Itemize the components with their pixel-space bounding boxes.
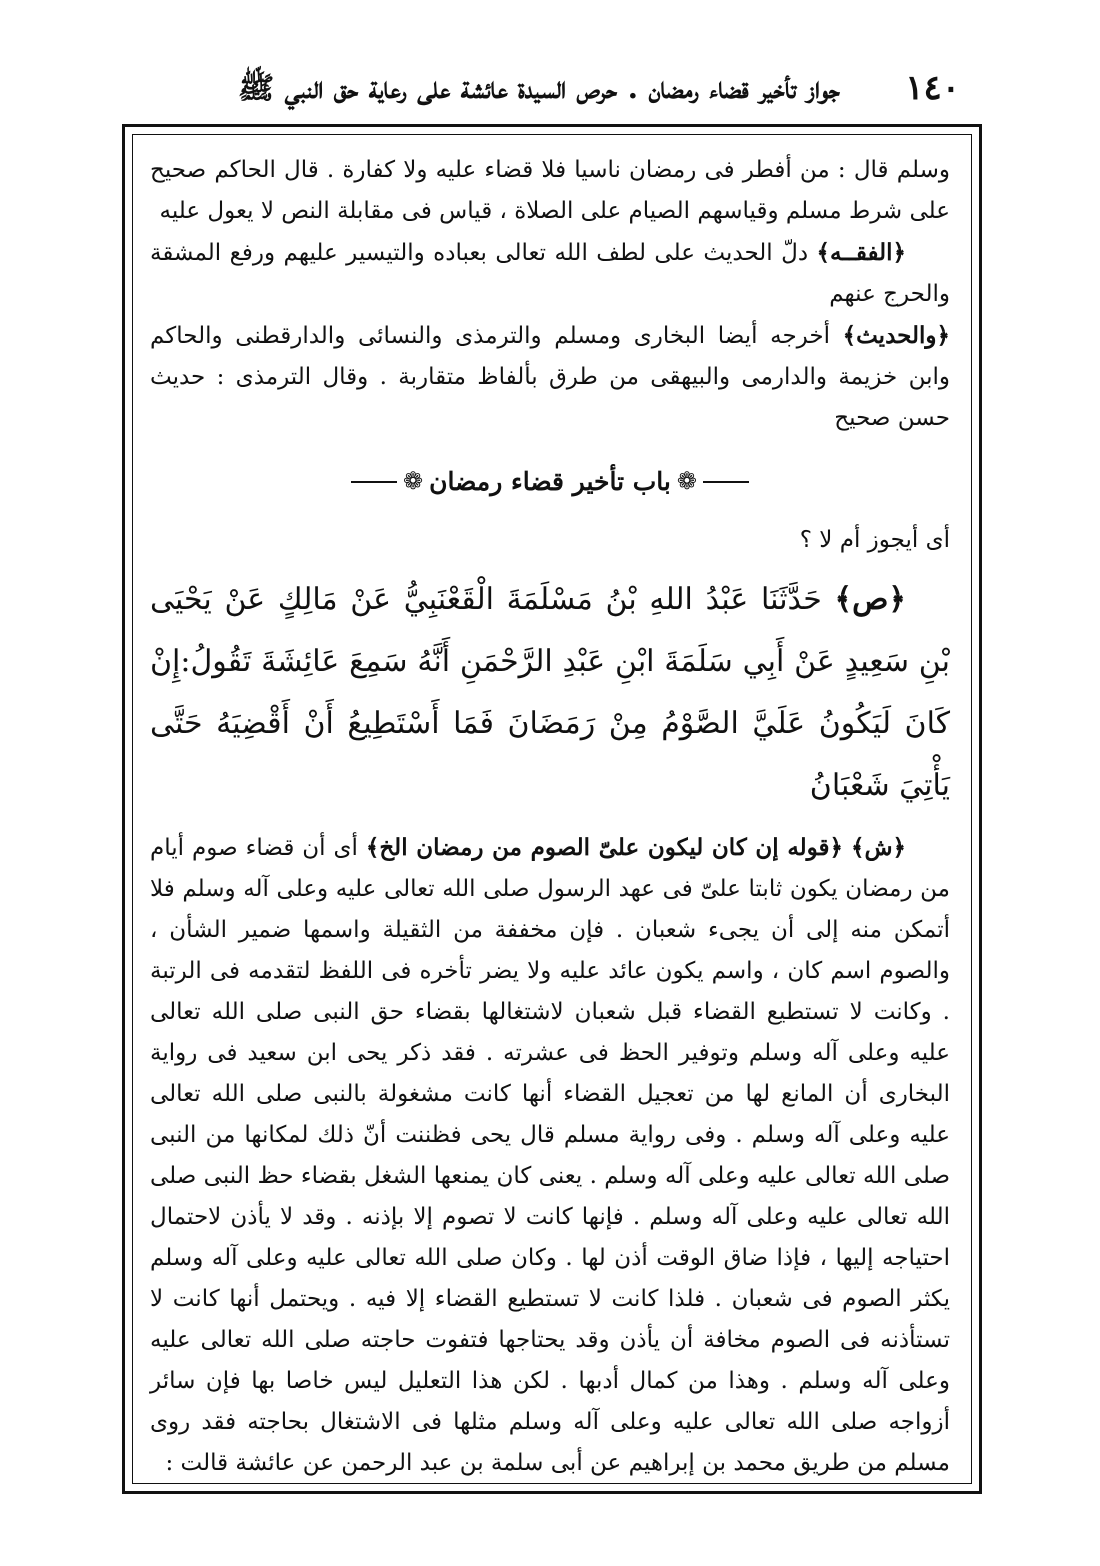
page-content	[150, 150, 950, 1484]
heading-rule-left	[351, 481, 397, 483]
chapter-question: أى أيجوز أم لا ؟	[799, 527, 950, 553]
hadith-label: ﴿ص﴾	[834, 582, 906, 617]
running-title: جواز تأخير قضاء رمضان . حرص السيدة عائشة على رعاية حق النبي ﷺ	[237, 71, 840, 106]
chapter-title: باب تأخير قضاء رمضان	[429, 467, 671, 496]
fiqh-label: ﴿الفقــه﴾	[816, 239, 906, 266]
heading-rule-right	[703, 481, 749, 483]
fiqh-text: دلّ الحديث على لطف الله تعالى بعباده والتيسير عليهم ورفع المشقة والحرج عنهم	[150, 240, 950, 307]
sharh-quote: ﴿قوله إن كان ليكون علىّ الصوم من رمضان الخ﴾	[365, 834, 844, 861]
page-header	[150, 62, 960, 122]
sharh-text: أى أن قضاء صوم أيام من رمضان يكون ثابتا علىّ فى عهد الرسول صلى الله تعالى عليه وعلى آله وسلم فلا أتمكن منه إلى أن يجىء شعبان . فإن مخففة من الثقيلة واسمها ضمير الشأن ، والصوم اسم كان ، واسم يكون عائد عليه ولا يضر تأخره فى اللفظ لتقدمه فى الرتبة . وكانت لا تستطيع القضاء قبل شعبان لاشتغالها بقضاء حق النبى صلى الله تعالى عليه وعلى آله وسلم وتوفير الحظ فى عشرته . فقد ذكر يحى ابن سعيد فى رواية البخارى أن المانع لها من تعجيل القضاء أنها كانت مشغولة بالنبى صلى الله تعالى عليه وعلى آله وسلم . وفى رواية مسلم قال يحى فظننت أنّ ذلك لمكانها من النبى صلى الله تعالى عليه وعلى آله وسلم . يعنى كان يمنعها الشغل بقضاء حظ النبى صلى الله تعالى عليه وعلى آله وسلم . فإنها كانت لا تصوم إلا بإذنه . وقد لا يأذن لاحتمال احتياجه إليها ، فإذا ضاق الوقت أذن لها . وكان صلى الله تعالى عليه وعلى آله وسلم يكثر الصوم فى شعبان . فلذا كانت لا تستطيع القضاء إلا فيه . ويحتمل أنها كانت لا تستأذنه فى الصوم مخافة أن يأذن وقد يحتاجها فتفوت حاجته صلى الله تعالى عليه وعلى آله وسلم . وهذا من كمال أدبها . لكن هذا التعليل ليس خاصا بها فإن سائر أزواجه صلى الله تعالى عليه وعلى آله وسلم مثلها فى الاشتغال بحاجته فقد روى مسلم من طريق محمد بن إبراهيم عن أبى سلمة بن عبد الرحمن عن عائشة قالت :	[150, 835, 950, 1476]
page-number: ١٤٠	[905, 68, 960, 108]
hadith-sources-text: أخرجه أيضا البخارى ومسلم والترمذى والنسائى والدارقطنى والحاكم وابن خزيمة والدارمى والبيهقى من طرق بألفاظ متقاربة . وقال الترمذى : حديث حسن صحيح	[150, 323, 950, 431]
hadith-text: حَدَّثَنَا عَبْدُ اللهِ بْنُ مَسْلَمَةَ الْقَعْنَبِيُّ عَنْ مَالِكٍ عَنْ يَحْيَى بْنِ سَعِيدٍ عَنْ أَبِي سَلَمَةَ ابْنِ عَبْدِ الرَّحْمَنِ أَنَّهُ سَمِعَ عَائِشَةَ تَقُولُ:إِنْ كَانَ لَيَكُونُ عَلَيَّ الصَّوْمُ مِنْ رَمَضَانَ فَمَا أَسْتَطِيعُ أَنْ أَقْضِيَهُ حَتَّى يَأْتِيَ شَعْبَانُ	[150, 582, 950, 803]
hadith-text-block	[150, 569, 950, 817]
paragraph-hadith-sources	[150, 315, 950, 439]
sharh-label: ﴿ش﴾	[850, 834, 907, 861]
ornament-icon: ❁	[403, 467, 424, 495]
paragraph-sharh	[150, 827, 950, 1484]
paragraph-fiqh	[150, 232, 950, 315]
ornament-icon: ❁	[676, 467, 697, 495]
chapter-heading	[150, 461, 950, 502]
paragraph-continuation: وسلم قال : من أفطر فى رمضان ناسيا فلا قضاء عليه ولا كفارة . قال الحاكم صحيح على شرط مسلم وقياسهم الصيام على الصلاة ، قياس فى مقابلة النص لا يعول عليه	[150, 157, 950, 224]
hadith-sources-label: ﴿والحديث﴾	[842, 322, 950, 349]
